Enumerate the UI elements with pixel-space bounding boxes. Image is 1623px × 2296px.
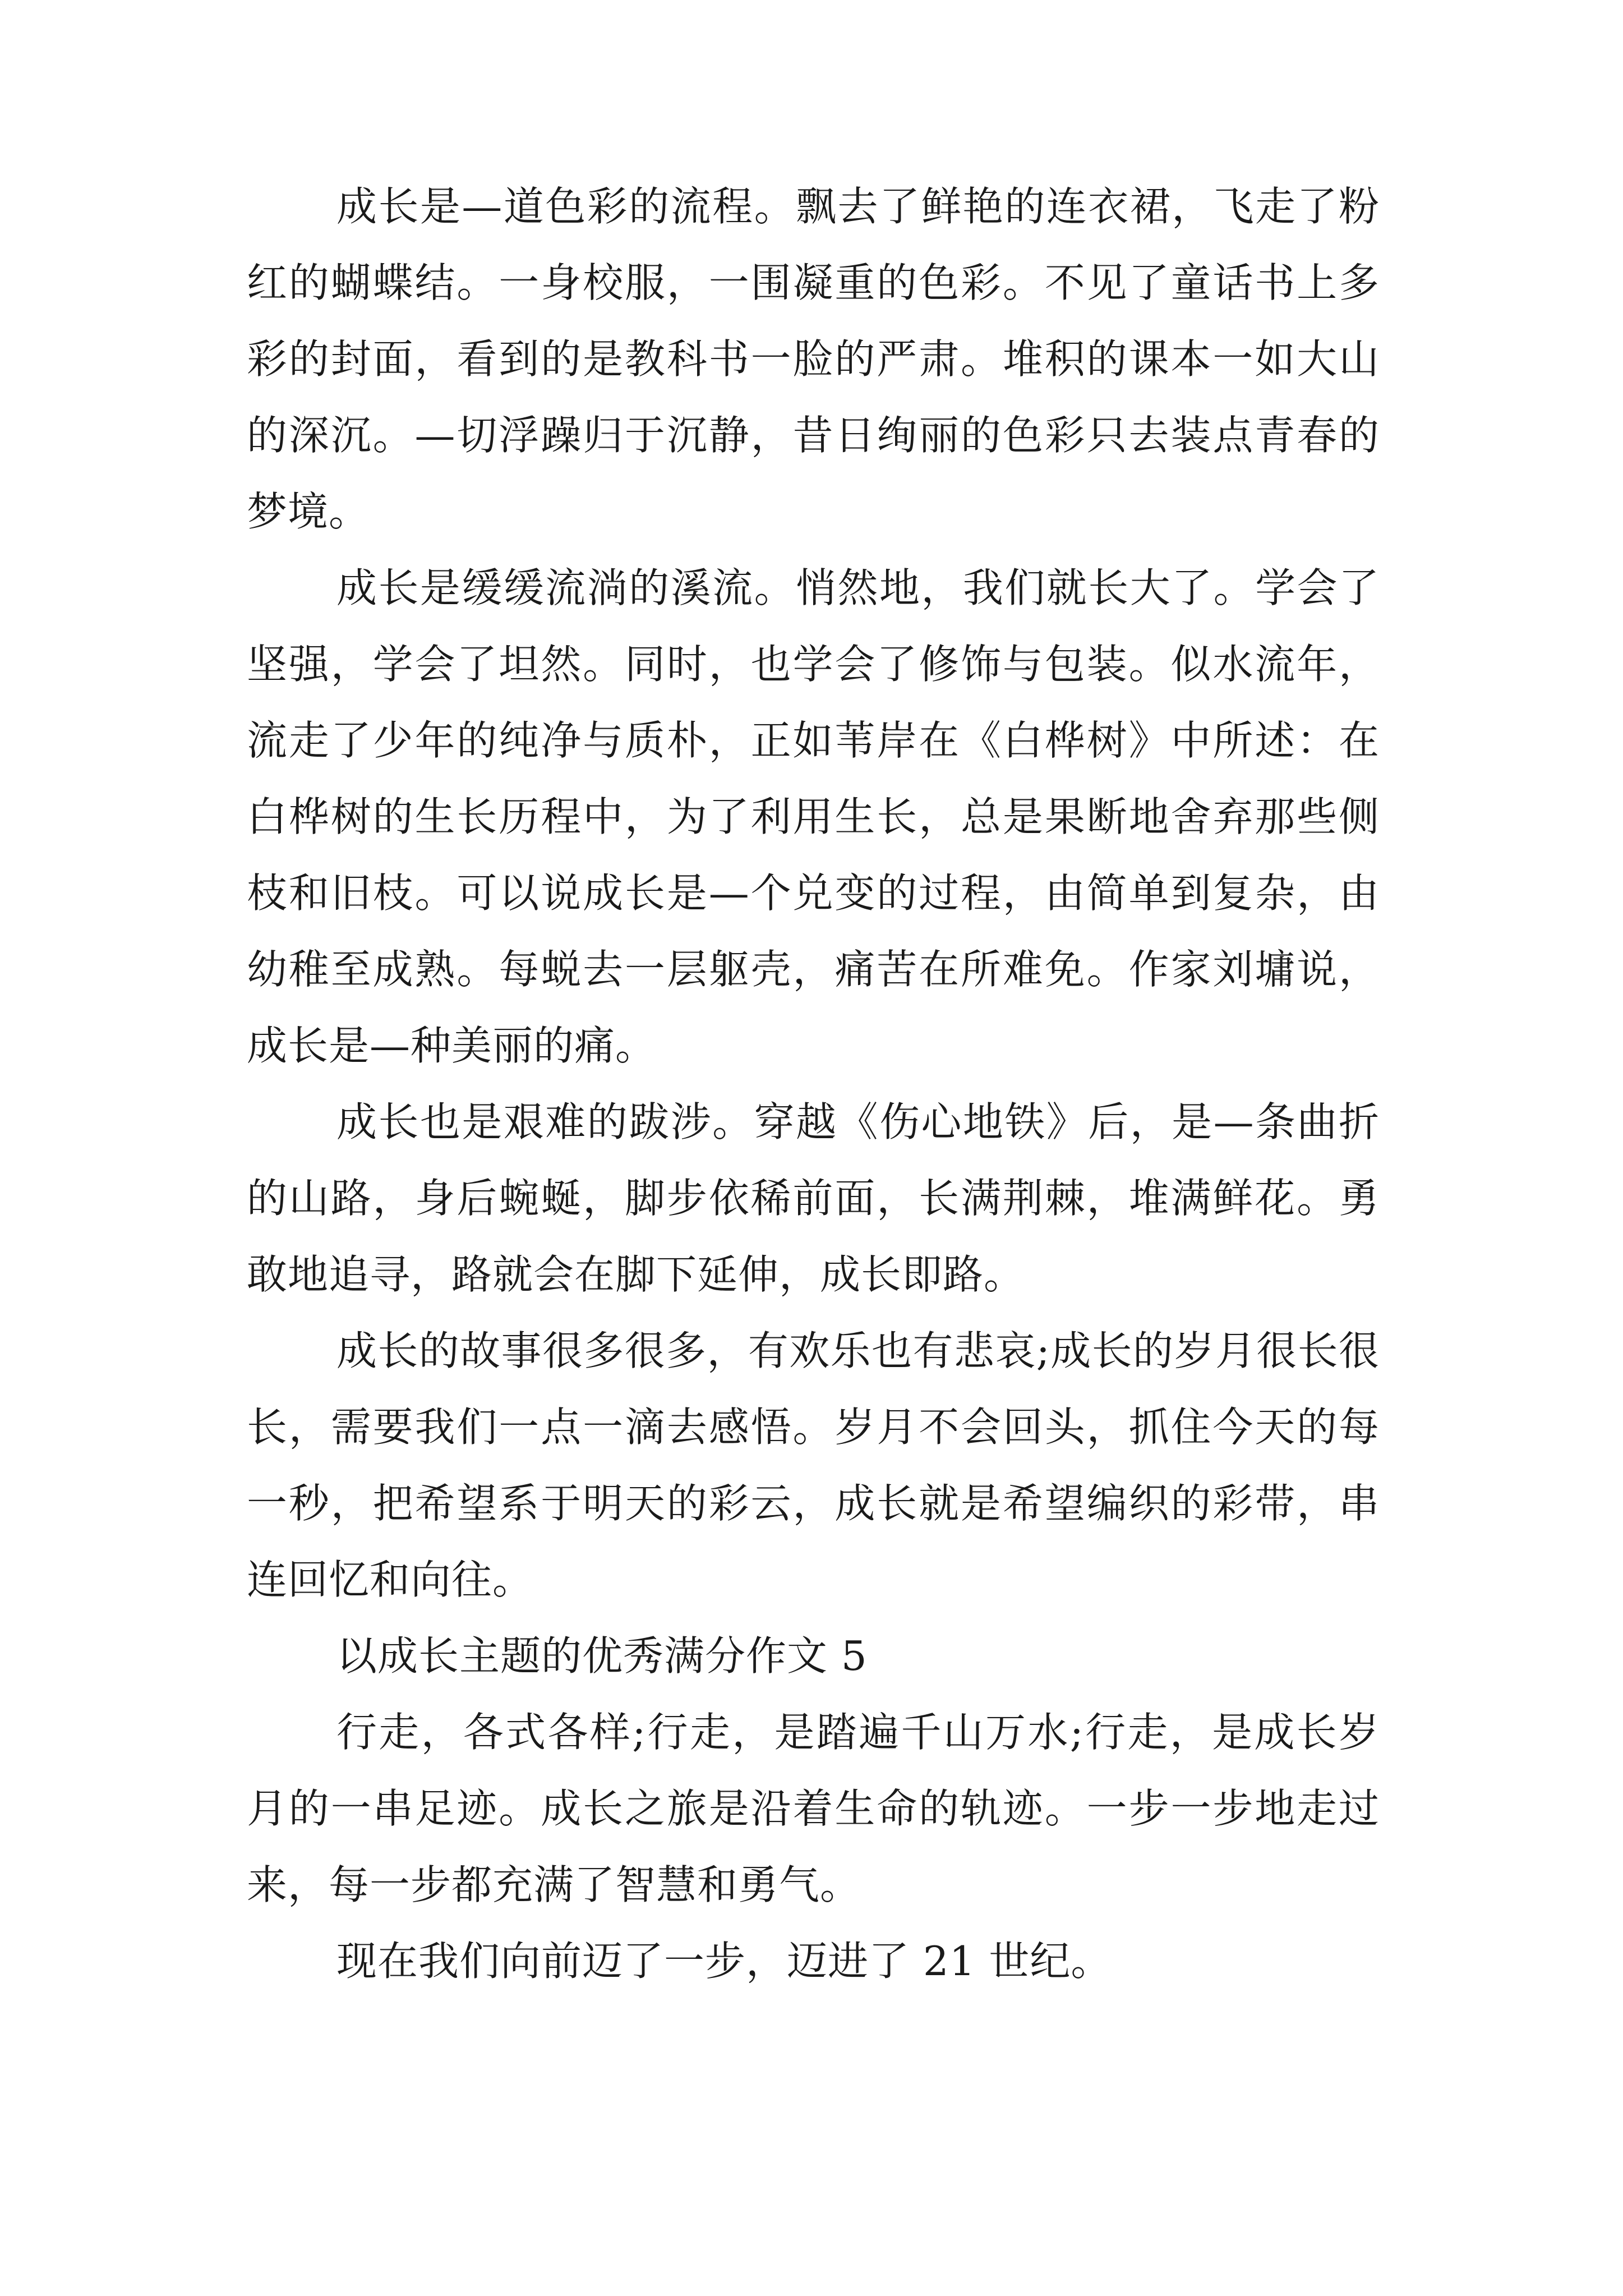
paragraph: 成长是—道色彩的流程。飘去了鲜艳的连衣裙，飞走了粉红的蝴蝶结。一身校服，一围凝重的色彩。不见了童话书上多彩的封面，看到的是教科书一脸的严肃。堆积的课本一如大山的深沉。—切浮躁归于沉静，昔日绚丽的色彩只去装点青春的梦境。 xyxy=(247,183,1380,535)
paragraph: 行走，各式各样;行走，是踏遍千山万水;行走，是成长岁月的一串足迹。成长之旅是沿着生命的轨迹。一步一步地走过来，每一步都充满了智慧和勇气。 xyxy=(247,1709,1380,1908)
document-body xyxy=(247,168,1380,1999)
paragraph: 成长也是艰难的跋涉。穿越《伤心地铁》后，是—条曲折的山路，身后蜿蜒，脚步依稀前面，长满荆棘，堆满鲜花。勇敢地追寻，路就会在脚下延伸，成长即路。 xyxy=(247,1098,1380,1298)
section-heading: 以成长主题的优秀满分作文 5 xyxy=(336,1632,868,1680)
paragraph: 现在我们向前迈了一步，迈进了 21 世纪。 xyxy=(336,1938,1112,1985)
paragraph: 成长是缓缓流淌的溪流。悄然地，我们就长大了。学会了坚强，学会了坦然。同时，也学会了修饰与包装。似水流年，流走了少年的纯净与质朴，正如苇岸在《白桦树》中所述：在白桦树的生长历程中，为了利用生长，总是果断地舍弃那些侧枝和旧枝。可以说成长是—个兑变的过程，由简单到复杂，由幼稚至成熟。每蜕去一层躯壳，痛苦在所难免。作家刘墉说，成长是—种美丽的痛。 xyxy=(247,564,1380,1069)
paragraph: 成长的故事很多很多，有欢乐也有悲哀;成长的岁月很长很长，需要我们一点一滴去感悟。岁月不会回头，抓住今天的每一秒，把希望系于明天的彩云，成长就是希望编织的彩带，串连回忆和向往。 xyxy=(247,1327,1380,1603)
